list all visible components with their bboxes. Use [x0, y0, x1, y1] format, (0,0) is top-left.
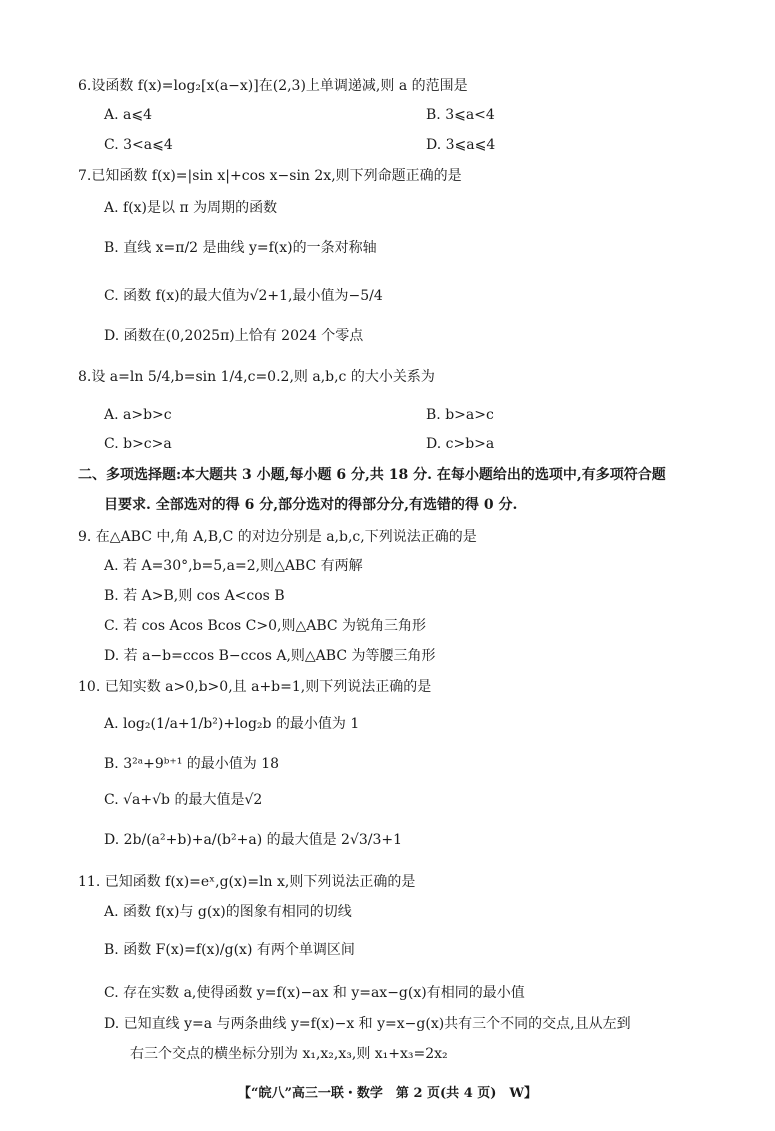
question-7-option-d: D. 函数在(0,2025π)上恰有 2024 个零点 [104, 328, 364, 344]
question-9-stem: 9. 在△ABC 中,角 A,B,C 的对边分别是 a,b,c,下列说法正确的是 [78, 529, 477, 545]
question-11-option-d: D. 已知直线 y=a 与两条曲线 y=f(x)−x 和 y=x−g(x)共有三个不同的交点,且从左到 [104, 1016, 631, 1032]
page-footer: 【“皖八”高三一联・数学 第 2 页(共 4 页) W】 [237, 1086, 538, 1101]
question-10-option-c: C. √a+√b 的最大值是√2 [104, 792, 263, 808]
question-10-option-a: A. log₂(1/a+1/b²)+log₂b 的最小值为 1 [104, 716, 360, 732]
question-9-option-c: C. 若 cos Acos Bcos C>0,则△ABC 为锐角三角形 [104, 618, 427, 634]
question-9-option-a: A. 若 A=30°,b=5,a=2,则△ABC 有两解 [104, 558, 363, 574]
question-6-option-c: C. 3<a⩽4 [104, 137, 173, 153]
question-11-option-a: A. 函数 f(x)与 g(x)的图象有相同的切线 [104, 904, 352, 920]
question-8-option-a: A. a>b>c [104, 407, 172, 423]
question-6-option-d: D. 3⩽a⩽4 [426, 137, 496, 153]
question-7-option-a: A. f(x)是以 π 为周期的函数 [104, 200, 278, 216]
question-8-option-c: C. b>c>a [104, 436, 172, 452]
question-8-option-b: B. b>a>c [426, 407, 494, 423]
question-7-option-c: C. 函数 f(x)的最大值为√2+1,最小值为−5/4 [104, 288, 383, 304]
question-11-stem: 11. 已知函数 f(x)=eˣ,g(x)=ln x,则下列说法正确的是 [78, 874, 416, 890]
question-7-stem: 7.已知函数 f(x)=|sin x|+cos x−sin 2x,则下列命题正确的是 [78, 168, 462, 184]
question-6-option-b: B. 3⩽a<4 [426, 107, 495, 123]
question-10-option-d: D. 2b/(a²+b)+a/(b²+a) 的最大值是 2√3/3+1 [104, 832, 403, 848]
question-11-option-d-continued: 右三个交点的横坐标分别为 x₁,x₂,x₃,则 x₁+x₃=2x₂ [130, 1046, 448, 1062]
question-6-stem: 6.设函数 f(x)=log₂[x(a−x)]在(2,3)上单调递减,则 a 的范围是 [78, 78, 468, 94]
question-8-stem: 8.设 a=ln 5/4,b=sin 1/4,c=0.2,则 a,b,c 的大小关系为 [78, 369, 435, 385]
question-9-option-b: B. 若 A>B,则 cos A<cos B [104, 588, 285, 604]
question-11-option-b: B. 函数 F(x)=f(x)/g(x) 有两个单调区间 [104, 942, 355, 958]
question-9-option-d: D. 若 a−b=ccos B−ccos A,则△ABC 为等腰三角形 [104, 648, 436, 664]
question-8-option-d: D. c>b>a [426, 436, 495, 452]
question-6-option-a: A. a⩽4 [104, 107, 152, 123]
section-2-instructions: 目要求. 全部选对的得 6 分,部分选对的得部分分,有选错的得 0 分. [104, 497, 518, 513]
question-11-option-c: C. 存在实数 a,使得函数 y=f(x)−ax 和 y=ax−g(x)有相同的最小值 [104, 985, 525, 1001]
question-10-stem: 10. 已知实数 a>0,b>0,且 a+b=1,则下列说法正确的是 [78, 679, 432, 695]
question-7-option-b: B. 直线 x=π/2 是曲线 y=f(x)的一条对称轴 [104, 240, 377, 256]
section-2-heading: 二、多项选择题:本大题共 3 小题,每小题 6 分,共 18 分. 在每小题给出的选项中,有多项符合题 [78, 467, 666, 483]
question-10-option-b: B. 3²ᵃ+9ᵇ⁺¹ 的最小值为 18 [104, 756, 280, 772]
